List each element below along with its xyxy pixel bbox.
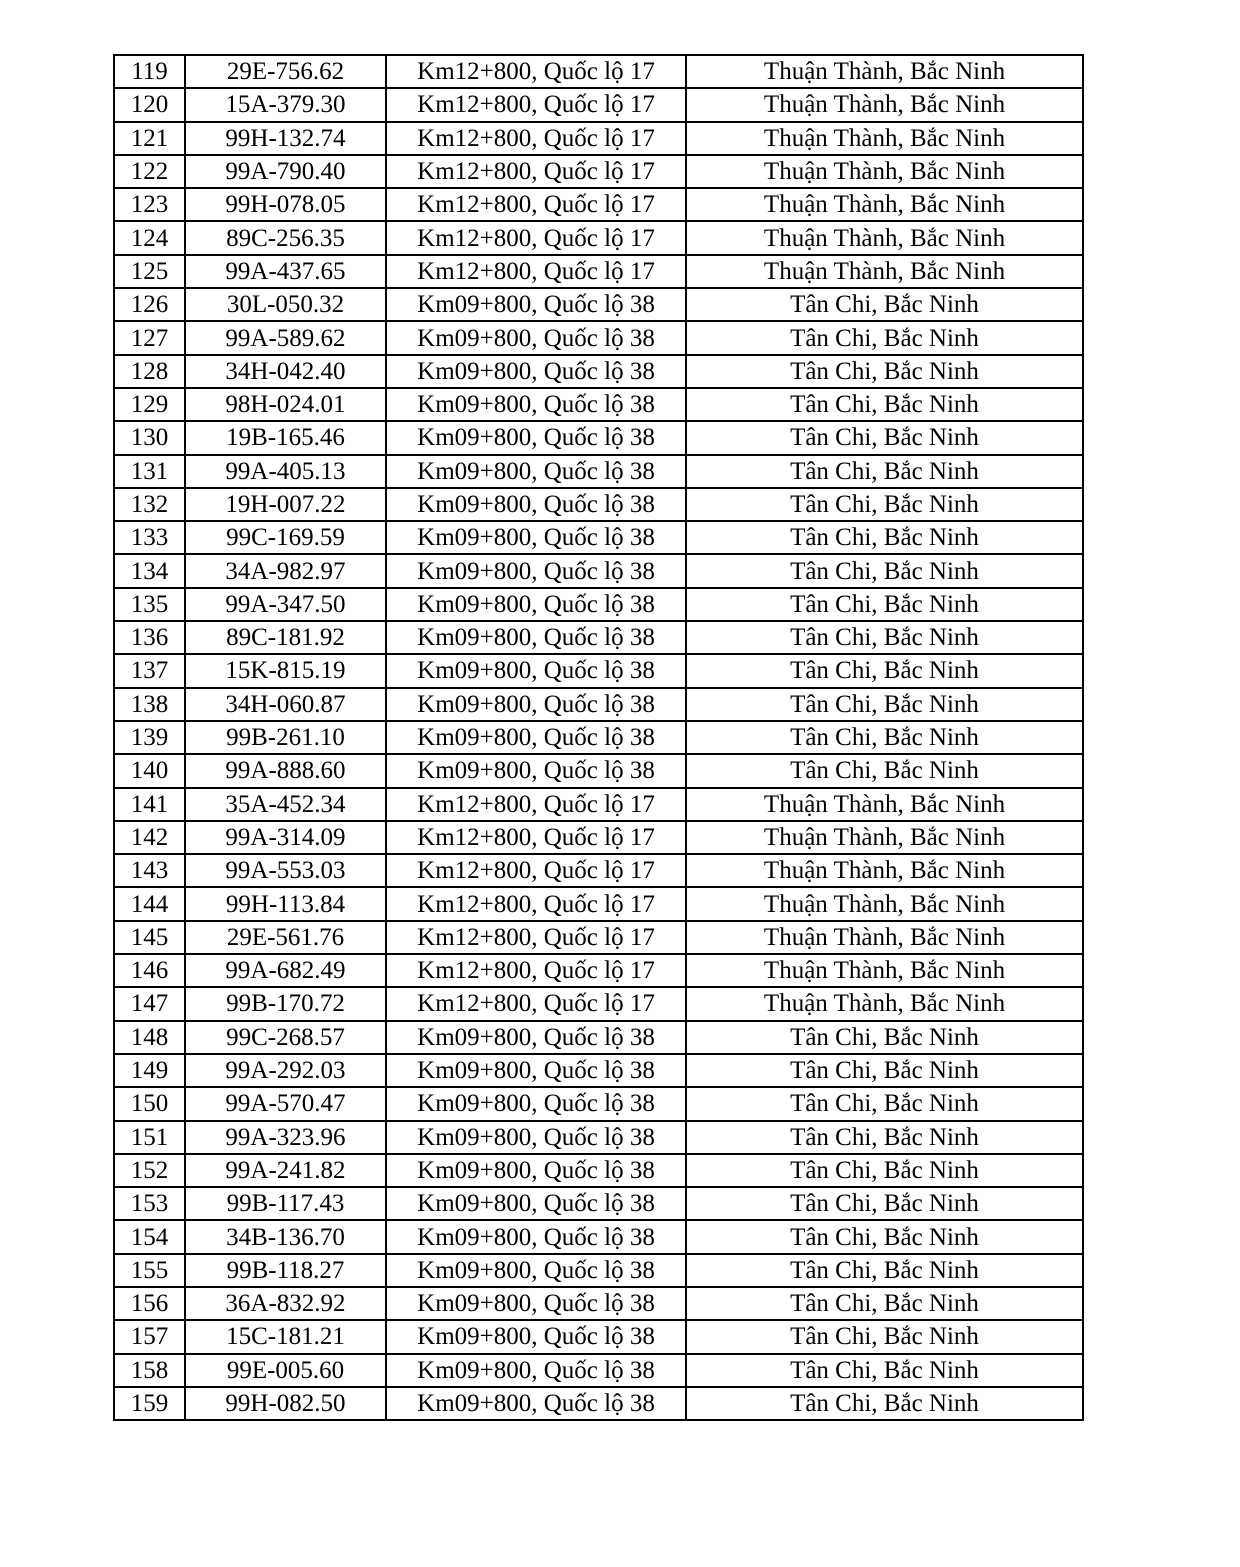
table-row: [114, 754, 1083, 787]
table-row: [114, 1187, 1083, 1220]
table-row: [114, 488, 1083, 521]
location-cell: Km09+800, Quốc lộ 38: [386, 421, 686, 454]
location-cell: Km09+800, Quốc lộ 38: [386, 1187, 686, 1220]
area-cell: Tân Chi, Bắc Ninh: [686, 588, 1083, 621]
license-plate-cell: 15C-181.21: [185, 1320, 386, 1353]
location-cell: Km12+800, Quốc lộ 17: [386, 55, 686, 88]
table-row: [114, 321, 1083, 354]
row-number-cell: 154: [114, 1220, 185, 1253]
table-row: [114, 255, 1083, 288]
license-plate-cell: 99A-347.50: [185, 588, 386, 621]
area-cell: Tân Chi, Bắc Ninh: [686, 1354, 1083, 1387]
license-plate-cell: 29E-561.76: [185, 921, 386, 954]
license-plate-cell: 99A-241.82: [185, 1154, 386, 1187]
location-cell: Km09+800, Quốc lộ 38: [386, 1287, 686, 1320]
table-row: [114, 1121, 1083, 1154]
area-cell: Tân Chi, Bắc Ninh: [686, 1220, 1083, 1253]
license-plate-cell: 34H-060.87: [185, 688, 386, 721]
license-plate-cell: 99A-888.60: [185, 754, 386, 787]
row-number-cell: 151: [114, 1121, 185, 1154]
license-plate-cell: 34H-042.40: [185, 355, 386, 388]
row-number-cell: 144: [114, 887, 185, 920]
table-row: [114, 1021, 1083, 1054]
table-row: [114, 1254, 1083, 1287]
location-cell: Km12+800, Quốc lộ 17: [386, 821, 686, 854]
license-plate-cell: 99E-005.60: [185, 1354, 386, 1387]
table-row: [114, 1154, 1083, 1187]
location-cell: Km09+800, Quốc lộ 38: [386, 721, 686, 754]
table-row: [114, 1354, 1083, 1387]
area-cell: Thuận Thành, Bắc Ninh: [686, 55, 1083, 88]
license-plate-cell: 99A-323.96: [185, 1121, 386, 1154]
table-row: [114, 55, 1083, 88]
area-cell: Tân Chi, Bắc Ninh: [686, 488, 1083, 521]
row-number-cell: 143: [114, 854, 185, 887]
area-cell: Thuận Thành, Bắc Ninh: [686, 954, 1083, 987]
area-cell: Tân Chi, Bắc Ninh: [686, 554, 1083, 587]
table-row: [114, 621, 1083, 654]
table-row: [114, 88, 1083, 121]
license-plate-cell: 89C-181.92: [185, 621, 386, 654]
location-cell: Km09+800, Quốc lộ 38: [386, 1054, 686, 1087]
table-row: [114, 788, 1083, 821]
row-number-cell: 149: [114, 1054, 185, 1087]
table-row: [114, 388, 1083, 421]
row-number-cell: 124: [114, 221, 185, 254]
table-row: [114, 455, 1083, 488]
row-number-cell: 136: [114, 621, 185, 654]
table-row: [114, 1287, 1083, 1320]
area-cell: Thuận Thành, Bắc Ninh: [686, 921, 1083, 954]
location-cell: Km09+800, Quốc lộ 38: [386, 588, 686, 621]
area-cell: Thuận Thành, Bắc Ninh: [686, 255, 1083, 288]
license-plate-cell: 99H-132.74: [185, 122, 386, 155]
license-plate-cell: 34B-136.70: [185, 1220, 386, 1253]
table-row: [114, 1220, 1083, 1253]
row-number-cell: 128: [114, 355, 185, 388]
table-row: [114, 188, 1083, 221]
area-cell: Tân Chi, Bắc Ninh: [686, 1254, 1083, 1287]
location-cell: Km09+800, Quốc lộ 38: [386, 1254, 686, 1287]
table-row: [114, 1387, 1083, 1420]
area-cell: Tân Chi, Bắc Ninh: [686, 388, 1083, 421]
row-number-cell: 126: [114, 288, 185, 321]
table-row: [114, 887, 1083, 920]
location-cell: Km12+800, Quốc lộ 17: [386, 921, 686, 954]
license-plate-cell: 34A-982.97: [185, 554, 386, 587]
license-plate-cell: 99B-170.72: [185, 987, 386, 1020]
location-cell: Km12+800, Quốc lộ 17: [386, 221, 686, 254]
table-row: [114, 521, 1083, 554]
license-plate-cell: 19H-007.22: [185, 488, 386, 521]
location-cell: Km09+800, Quốc lộ 38: [386, 321, 686, 354]
row-number-cell: 127: [114, 321, 185, 354]
license-plate-cell: 99H-113.84: [185, 887, 386, 920]
license-plate-cell: 19B-165.46: [185, 421, 386, 454]
table-row: [114, 987, 1083, 1020]
license-plate-cell: 30L-050.32: [185, 288, 386, 321]
table-row: [114, 221, 1083, 254]
row-number-cell: 139: [114, 721, 185, 754]
location-cell: Km09+800, Quốc lộ 38: [386, 521, 686, 554]
table-row: [114, 355, 1083, 388]
table-row: [114, 654, 1083, 687]
area-cell: Thuận Thành, Bắc Ninh: [686, 788, 1083, 821]
location-cell: Km09+800, Quốc lộ 38: [386, 654, 686, 687]
table-row: [114, 954, 1083, 987]
area-cell: Tân Chi, Bắc Ninh: [686, 1121, 1083, 1154]
table-row: [114, 122, 1083, 155]
table-row: [114, 721, 1083, 754]
license-plate-cell: 99A-790.40: [185, 155, 386, 188]
location-cell: Km09+800, Quốc lộ 38: [386, 288, 686, 321]
license-plate-cell: 99A-437.65: [185, 255, 386, 288]
area-cell: Thuận Thành, Bắc Ninh: [686, 188, 1083, 221]
area-cell: Thuận Thành, Bắc Ninh: [686, 987, 1083, 1020]
row-number-cell: 156: [114, 1287, 185, 1320]
row-number-cell: 129: [114, 388, 185, 421]
area-cell: Tân Chi, Bắc Ninh: [686, 1021, 1083, 1054]
area-cell: Tân Chi, Bắc Ninh: [686, 455, 1083, 488]
location-cell: Km12+800, Quốc lộ 17: [386, 155, 686, 188]
location-cell: Km12+800, Quốc lộ 17: [386, 954, 686, 987]
area-cell: Tân Chi, Bắc Ninh: [686, 654, 1083, 687]
license-plate-cell: 99A-570.47: [185, 1087, 386, 1120]
license-plate-cell: 99A-589.62: [185, 321, 386, 354]
row-number-cell: 121: [114, 122, 185, 155]
location-cell: Km09+800, Quốc lộ 38: [386, 455, 686, 488]
area-cell: Tân Chi, Bắc Ninh: [686, 688, 1083, 721]
row-number-cell: 147: [114, 987, 185, 1020]
row-number-cell: 133: [114, 521, 185, 554]
location-cell: Km09+800, Quốc lộ 38: [386, 1220, 686, 1253]
row-number-cell: 158: [114, 1354, 185, 1387]
table-row: [114, 1320, 1083, 1353]
table-row: [114, 288, 1083, 321]
location-cell: Km09+800, Quốc lộ 38: [386, 688, 686, 721]
row-number-cell: 123: [114, 188, 185, 221]
location-cell: Km09+800, Quốc lộ 38: [386, 1387, 686, 1420]
table-row: [114, 554, 1083, 587]
area-cell: Tân Chi, Bắc Ninh: [686, 288, 1083, 321]
area-cell: Thuận Thành, Bắc Ninh: [686, 88, 1083, 121]
location-cell: Km12+800, Quốc lộ 17: [386, 854, 686, 887]
row-number-cell: 159: [114, 1387, 185, 1420]
vehicle-violation-table: [113, 54, 1084, 1421]
location-cell: Km09+800, Quốc lộ 38: [386, 488, 686, 521]
row-number-cell: 153: [114, 1187, 185, 1220]
license-plate-cell: 99A-682.49: [185, 954, 386, 987]
row-number-cell: 120: [114, 88, 185, 121]
table-row: [114, 921, 1083, 954]
license-plate-cell: 99A-292.03: [185, 1054, 386, 1087]
area-cell: Tân Chi, Bắc Ninh: [686, 1187, 1083, 1220]
area-cell: Tân Chi, Bắc Ninh: [686, 721, 1083, 754]
location-cell: Km09+800, Quốc lộ 38: [386, 754, 686, 787]
location-cell: Km09+800, Quốc lộ 38: [386, 1354, 686, 1387]
location-cell: Km12+800, Quốc lộ 17: [386, 122, 686, 155]
row-number-cell: 132: [114, 488, 185, 521]
table-row: [114, 155, 1083, 188]
row-number-cell: 145: [114, 921, 185, 954]
row-number-cell: 135: [114, 588, 185, 621]
row-number-cell: 140: [114, 754, 185, 787]
license-plate-cell: 99A-405.13: [185, 455, 386, 488]
location-cell: Km12+800, Quốc lộ 17: [386, 887, 686, 920]
area-cell: Tân Chi, Bắc Ninh: [686, 1320, 1083, 1353]
row-number-cell: 150: [114, 1087, 185, 1120]
location-cell: Km12+800, Quốc lộ 17: [386, 188, 686, 221]
area-cell: Thuận Thành, Bắc Ninh: [686, 155, 1083, 188]
location-cell: Km09+800, Quốc lộ 38: [386, 1320, 686, 1353]
row-number-cell: 137: [114, 654, 185, 687]
row-number-cell: 148: [114, 1021, 185, 1054]
table-row: [114, 421, 1083, 454]
location-cell: Km09+800, Quốc lộ 38: [386, 621, 686, 654]
license-plate-cell: 15A-379.30: [185, 88, 386, 121]
license-plate-cell: 36A-832.92: [185, 1287, 386, 1320]
location-cell: Km09+800, Quốc lộ 38: [386, 1021, 686, 1054]
license-plate-cell: 35A-452.34: [185, 788, 386, 821]
area-cell: Tân Chi, Bắc Ninh: [686, 1087, 1083, 1120]
area-cell: Tân Chi, Bắc Ninh: [686, 421, 1083, 454]
area-cell: Tân Chi, Bắc Ninh: [686, 521, 1083, 554]
location-cell: Km12+800, Quốc lộ 17: [386, 255, 686, 288]
location-cell: Km09+800, Quốc lộ 38: [386, 1087, 686, 1120]
table-body: [114, 55, 1083, 1420]
location-cell: Km09+800, Quốc lộ 38: [386, 388, 686, 421]
row-number-cell: 134: [114, 554, 185, 587]
area-cell: Thuận Thành, Bắc Ninh: [686, 887, 1083, 920]
table-row: [114, 1054, 1083, 1087]
location-cell: Km09+800, Quốc lộ 38: [386, 355, 686, 388]
license-plate-cell: 99B-118.27: [185, 1254, 386, 1287]
license-plate-cell: 99A-314.09: [185, 821, 386, 854]
area-cell: Tân Chi, Bắc Ninh: [686, 1387, 1083, 1420]
table-row: [114, 821, 1083, 854]
table-row: [114, 588, 1083, 621]
location-cell: Km12+800, Quốc lộ 17: [386, 788, 686, 821]
license-plate-cell: 99B-117.43: [185, 1187, 386, 1220]
area-cell: Tân Chi, Bắc Ninh: [686, 321, 1083, 354]
location-cell: Km12+800, Quốc lộ 17: [386, 88, 686, 121]
license-plate-cell: 15K-815.19: [185, 654, 386, 687]
table-row: [114, 1087, 1083, 1120]
location-cell: Km09+800, Quốc lộ 38: [386, 554, 686, 587]
area-cell: Tân Chi, Bắc Ninh: [686, 621, 1083, 654]
row-number-cell: 141: [114, 788, 185, 821]
location-cell: Km09+800, Quốc lộ 38: [386, 1121, 686, 1154]
license-plate-cell: 98H-024.01: [185, 388, 386, 421]
area-cell: Tân Chi, Bắc Ninh: [686, 355, 1083, 388]
area-cell: Thuận Thành, Bắc Ninh: [686, 221, 1083, 254]
location-cell: Km09+800, Quốc lộ 38: [386, 1154, 686, 1187]
row-number-cell: 157: [114, 1320, 185, 1353]
area-cell: Thuận Thành, Bắc Ninh: [686, 821, 1083, 854]
row-number-cell: 142: [114, 821, 185, 854]
license-plate-cell: 99C-169.59: [185, 521, 386, 554]
row-number-cell: 146: [114, 954, 185, 987]
area-cell: Thuận Thành, Bắc Ninh: [686, 122, 1083, 155]
area-cell: Tân Chi, Bắc Ninh: [686, 754, 1083, 787]
table-row: [114, 688, 1083, 721]
row-number-cell: 138: [114, 688, 185, 721]
area-cell: Thuận Thành, Bắc Ninh: [686, 854, 1083, 887]
location-cell: Km12+800, Quốc lộ 17: [386, 987, 686, 1020]
license-plate-cell: 99H-082.50: [185, 1387, 386, 1420]
area-cell: Tân Chi, Bắc Ninh: [686, 1287, 1083, 1320]
row-number-cell: 131: [114, 455, 185, 488]
area-cell: Tân Chi, Bắc Ninh: [686, 1154, 1083, 1187]
row-number-cell: 155: [114, 1254, 185, 1287]
license-plate-cell: 99A-553.03: [185, 854, 386, 887]
license-plate-cell: 99B-261.10: [185, 721, 386, 754]
row-number-cell: 122: [114, 155, 185, 188]
license-plate-cell: 29E-756.62: [185, 55, 386, 88]
table-row: [114, 854, 1083, 887]
license-plate-cell: 99C-268.57: [185, 1021, 386, 1054]
row-number-cell: 130: [114, 421, 185, 454]
license-plate-cell: 99H-078.05: [185, 188, 386, 221]
license-plate-cell: 89C-256.35: [185, 221, 386, 254]
row-number-cell: 125: [114, 255, 185, 288]
row-number-cell: 119: [114, 55, 185, 88]
row-number-cell: 152: [114, 1154, 185, 1187]
area-cell: Tân Chi, Bắc Ninh: [686, 1054, 1083, 1087]
